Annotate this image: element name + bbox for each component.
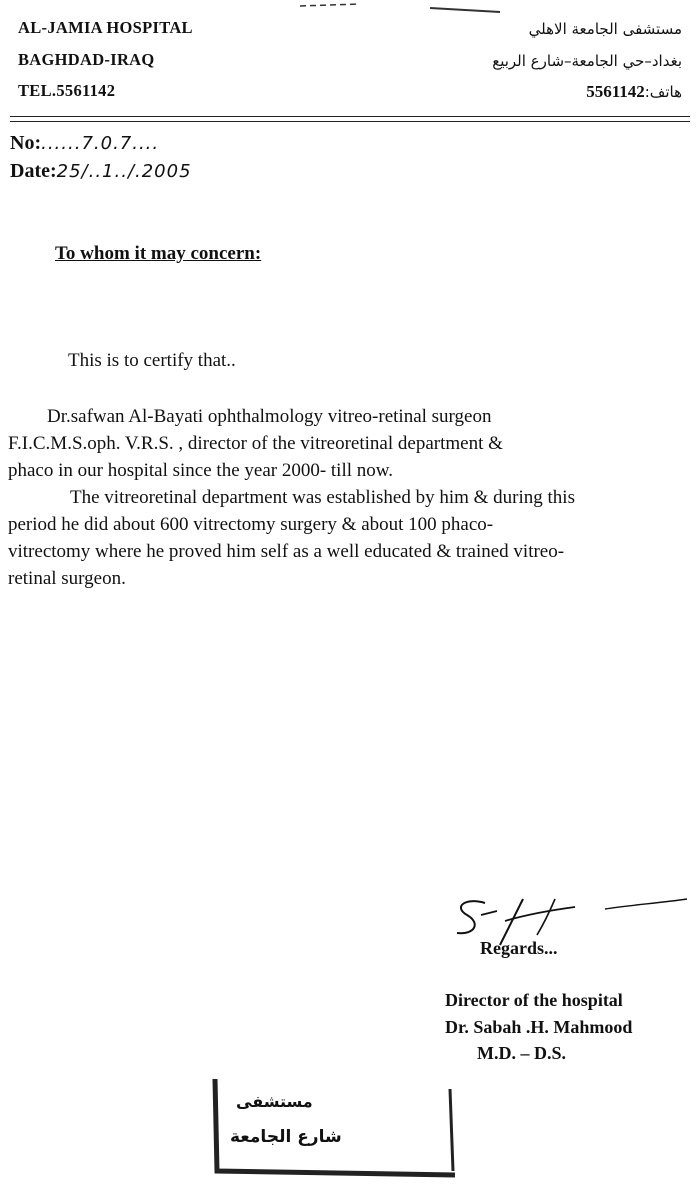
para2-line4: retinal surgeon. <box>8 568 126 589</box>
stamp-line1: مستشفى <box>236 1092 313 1111</box>
hospital-city-en: BAGHDAD-IRAQ <box>18 50 155 69</box>
hospital-name-ar: مستشفى الجامعة الاهلي <box>528 20 682 38</box>
tel-ar-label: هاتف: <box>644 83 682 101</box>
no-label: No: <box>10 132 42 154</box>
reference-number <box>10 132 159 155</box>
no-value: ......7.0.7.... <box>41 133 160 154</box>
para2-line2: period he did about 600 vitrectomy surgery & about 100 phaco- <box>8 514 494 535</box>
scan-marks <box>290 0 510 20</box>
tel-ar-number: 5561142 <box>586 82 645 101</box>
para1-line2: F.I.C.M.S.oph. V.R.S. , director of the vitreoretinal department & <box>8 433 503 454</box>
letter-intro: This is to certify that.. <box>68 350 236 371</box>
hospital-tel-ar <box>586 82 682 102</box>
date-label: Date: <box>10 160 57 182</box>
hospital-address-ar: بغداد–حي الجامعة–شارع الربيع <box>492 52 682 70</box>
header-rule-bottom <box>10 121 690 122</box>
letter-salutation: To whom it may concern: <box>55 243 262 264</box>
hospital-tel-en: TEL.5561142 <box>18 81 116 100</box>
date-value: 25/..1../.2005 <box>56 161 192 182</box>
para2-line3: vitrectomy where he proved him self as a well educated & trained vitreo- <box>8 541 565 562</box>
hospital-name-en: AL-JAMIA HOSPITAL <box>18 18 193 37</box>
closing-regards: Regards... <box>480 938 558 958</box>
header-rule-top <box>10 116 690 117</box>
closing-title: Director of the hospital <box>445 990 623 1010</box>
reference-date <box>10 160 192 183</box>
closing-degrees: M.D. – D.S. <box>477 1043 566 1063</box>
para1-line3: phaco in our hospital since the year 2000- till now. <box>8 460 394 481</box>
stamp-line2: شارع الجامعة <box>230 1127 342 1147</box>
para1-line1: Dr.safwan Al-Bayati ophthalmology vitreo-retinal surgeon <box>47 406 492 427</box>
closing-name: Dr. Sabah .H. Mahmood <box>445 1017 633 1037</box>
para2-line1: The vitreoretinal department was established by him & during this <box>70 487 575 508</box>
